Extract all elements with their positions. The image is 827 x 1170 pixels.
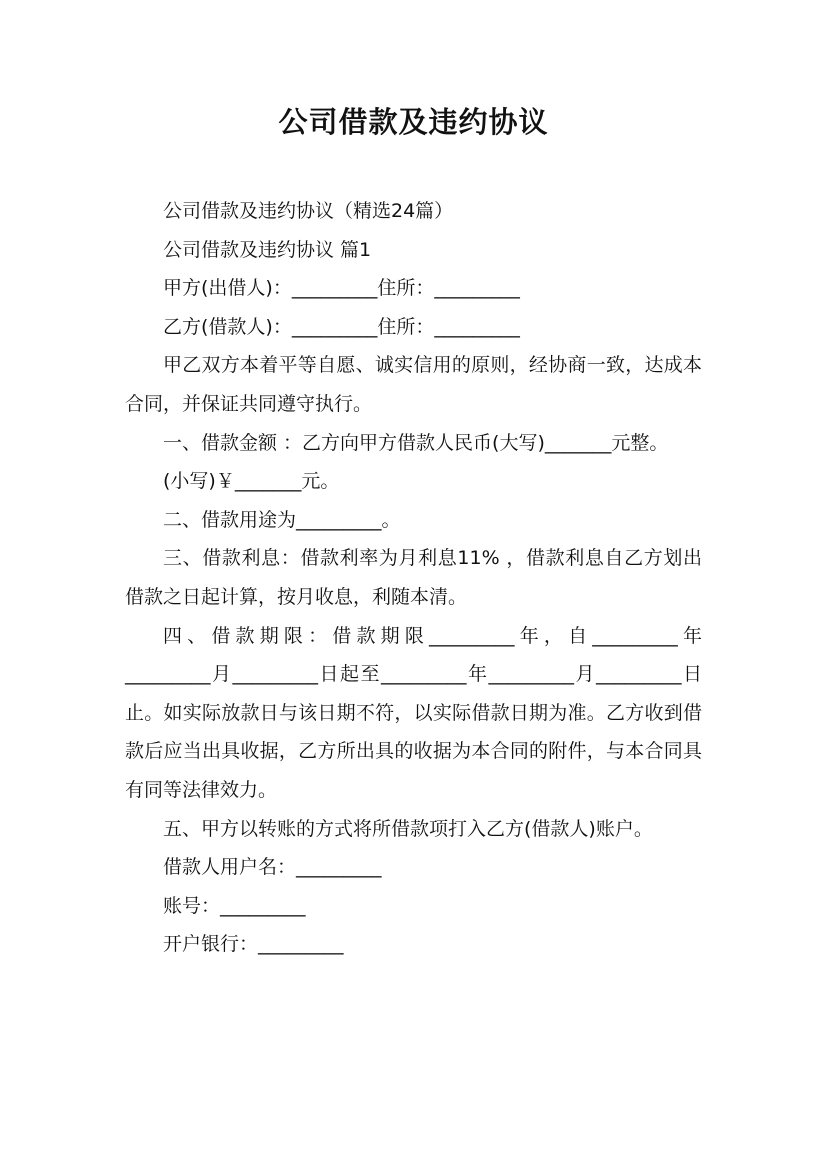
paragraph-party-a: 甲方(出借人)：_________住所：_________ — [163, 277, 520, 300]
paragraph-party-b: 乙方(借款人)：_________住所：_________ — [163, 315, 520, 338]
paragraph-loan-term: 四、借款期限：借款期限_________年，自_________年_________月_________日起至_________年_________月_________日止。如实际放款日与该日期不符，以实际借款日期为准。乙方收到借款后应当出具收据，乙方所出具的收据为本合同的附件，与本合同具有同等法律效力。 — [125, 624, 702, 801]
paragraph-loan-interest: 三、借款利息：借款利率为月利息11% ，借款利息自乙方划出借款之日起计算，按月收息，利随本清。 — [125, 547, 702, 608]
paragraph-account-number: 账号：_________ — [163, 894, 306, 917]
document-title: 公司借款及违约协议 — [278, 105, 549, 139]
paragraph-amount-figures: (小写)￥_______元。 — [163, 470, 340, 493]
paragraph-account-name: 借款人用户名：_________ — [163, 856, 382, 879]
paragraph-bank: 开户银行：_________ — [163, 933, 344, 956]
paragraph-subtitle: 公司借款及违约协议（精选24篇） — [163, 200, 454, 222]
paragraph-transfer-method: 五、甲方以转账的方式将所借款项打入乙方(借款人)账户。 — [163, 817, 653, 840]
paragraph-loan-amount: 一、借款金额 ：乙方向甲方借款人民币(大写)_______元整。 — [163, 431, 669, 454]
paragraph-preamble: 甲乙双方本着平等自愿、诚实信用的原则，经协商一致，达成本合同，并保证共同遵守执行。 — [125, 354, 702, 415]
paragraph-section-heading: 公司借款及违约协议 篇1 — [163, 238, 372, 261]
document-body — [125, 192, 702, 964]
paragraph-loan-purpose: 二、借款用途为_________。 — [163, 508, 401, 531]
